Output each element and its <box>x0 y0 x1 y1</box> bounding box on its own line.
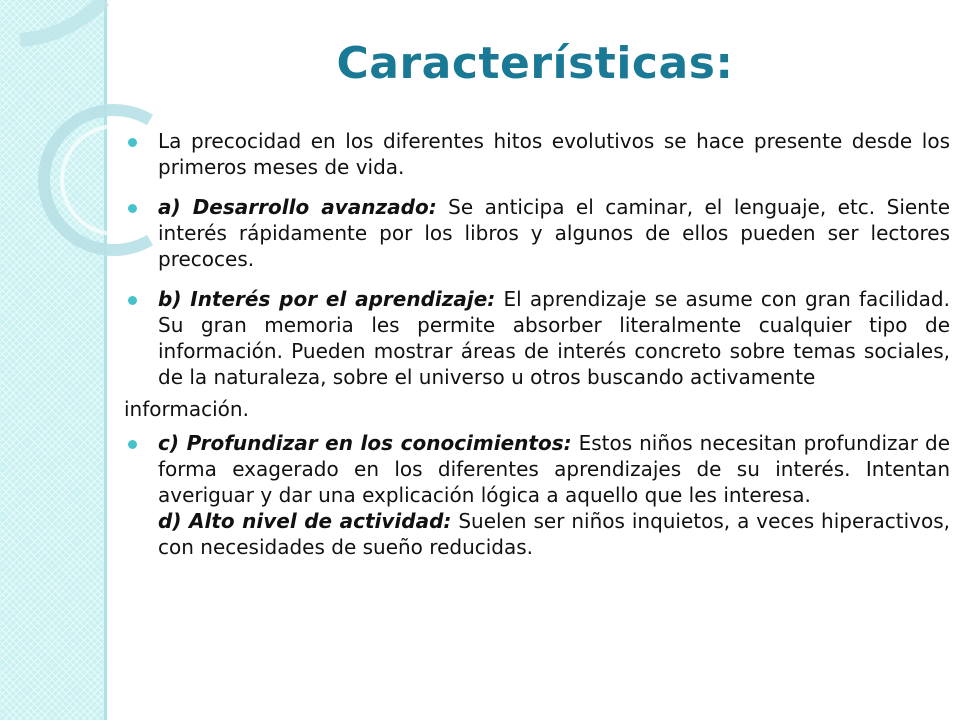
bullet-item <box>124 128 950 180</box>
bullet-item <box>124 194 950 272</box>
bullet-lead: c) Profundizar en los conocimientos: <box>158 431 572 455</box>
bullet-text: Estos niños necesitan profundizar de forma exagerado en los diferentes aprendizajes de su interés. Intentan averiguar y dar una explicación lógica a aquello que les interesa. <box>158 431 950 507</box>
continuation-text: información. <box>124 397 249 421</box>
bullet-text-secondary: Suelen ser niños inquietos, a veces hiperactivos, con necesidades de sueño reducidas. <box>158 509 950 559</box>
bullet-item <box>124 286 950 390</box>
bullet-dot-icon <box>128 138 137 147</box>
slide-body <box>124 128 950 560</box>
bullet-text: Se anticipa el caminar, el lenguaje, etc. Siente interés rápidamente por los libros y algunos de ellos pueden ser lectores precoces. <box>158 195 950 271</box>
bullet-dot-icon <box>128 204 137 213</box>
bullet-lead: b) Interés por el aprendizaje: <box>158 287 496 311</box>
bullet-item <box>124 430 950 560</box>
bullet-lead: a) Desarrollo avanzado: <box>158 195 437 219</box>
bullet-dot-icon <box>128 296 137 305</box>
slide-title: Características: <box>336 38 734 89</box>
bullet-lead-secondary: d) Alto nivel de actividad: <box>158 509 452 533</box>
bullet-text: El aprendizaje se asume con gran facilidad. Su gran memoria les permite absorber literalmente cualquier tipo de información. Pueden mostrar áreas de interés concreto sobre temas sociales, de la naturaleza, sobre el universo u otros buscando activamente <box>158 287 950 389</box>
bullet-dot-icon <box>128 440 137 449</box>
bullet-text: La precocidad en los diferentes hitos evolutivos se hace presente desde los primeros meses de vida. <box>158 129 950 179</box>
